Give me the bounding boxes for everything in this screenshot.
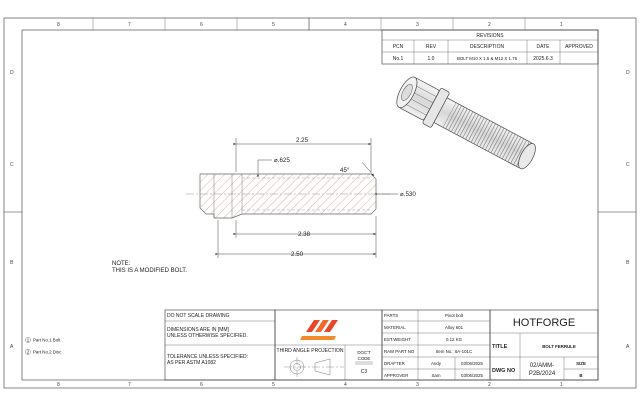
dimension-diameter-right: ⌀.530 [400, 191, 416, 198]
zone-col-label: 1 [560, 22, 563, 28]
drawing-note [112, 261, 187, 274]
company-logo [300, 320, 338, 340]
zone-col-label: 5 [272, 382, 275, 388]
part-label: Part No.1 Bolt [33, 337, 61, 343]
dimension-length-total: 2.50 [290, 251, 304, 258]
field-label-weight: EST.WEIGHT [384, 337, 411, 342]
revision-pcn: No.1 [392, 56, 404, 62]
zone-markers-top [57, 18, 563, 30]
logo-stripe [300, 336, 336, 340]
revisions-header: DATE [536, 44, 550, 50]
zone-col-label: 8 [57, 382, 60, 388]
zone-row-label: D [626, 70, 630, 76]
drafter-label: DRAFTER [384, 361, 405, 366]
zone-row-label: B [10, 260, 14, 266]
revisions-header: PCN [392, 44, 404, 50]
drafter-date: 03/06/2025 [461, 361, 483, 366]
zone-col-label: 8 [57, 22, 60, 28]
units-note-2: UNLESS OTHERWISE SPECIFIED. [167, 333, 248, 339]
doc-code-label: DOC'T [357, 350, 371, 355]
part-number: 1 [26, 337, 30, 343]
revision-description: BOLT M10 X 1.5 & M12 X 1.75 [456, 56, 518, 61]
zone-row-label: B [626, 260, 630, 266]
part-number: 2 [26, 349, 30, 355]
revision-rev: 1.0 [427, 56, 435, 62]
zone-col-label: 7 [128, 22, 131, 28]
tolerance-note-1: TOLERANCE UNLESS SPECIFIED: [167, 354, 249, 360]
note-heading: NOTE: [112, 261, 131, 267]
zone-col-label: 4 [344, 22, 347, 28]
zone-row-label: C [10, 162, 14, 168]
approver-date: 03/06/2025 [461, 373, 483, 378]
dwg-number-label: DWG NO [492, 368, 516, 374]
third-angle-projection-icon [284, 357, 344, 377]
doc-code-value: C3 [360, 369, 368, 375]
revisions-header: DESCRIPTION [469, 44, 505, 50]
dimension-length-mid: 2.38 [297, 231, 311, 238]
dimension-diameter-small: ⌀.625 [274, 157, 290, 164]
field-label-parts: PARTS [384, 313, 399, 318]
revisions-header: APPROVED [565, 44, 593, 50]
bolt-section-view [186, 137, 416, 258]
dimension-length-top: 2.25 [295, 137, 309, 144]
doc-code-label: CODE [357, 356, 371, 361]
zone-col-label: 4 [344, 382, 347, 388]
tolerance-note-2: AS PER ASTM A1082 [167, 360, 216, 366]
bolt-3d-view [391, 71, 541, 176]
field-value-raw-part: Item No.: 6A-101C [435, 349, 473, 354]
zone-row-label: A [626, 344, 630, 350]
title-value: BOLT FERRULE [542, 344, 576, 349]
size-label: SIZE [576, 361, 586, 366]
zone-markers-bottom [57, 382, 563, 388]
revisions-header: REV [425, 44, 437, 50]
note-text: THIS IS A MODIFIED BOLT. [112, 268, 187, 274]
dwg-number-value: P2B/2024 [528, 371, 556, 377]
dimension-chamfer: 45° [340, 167, 350, 174]
field-value-weight: 0.12 KG [445, 337, 463, 342]
zone-col-label: 6 [200, 382, 203, 388]
approver-label: APPROVER [384, 373, 409, 378]
do-not-scale-note: DO NOT SCALE DRAWING [167, 313, 230, 319]
size-value: B [579, 373, 583, 378]
zone-col-label: 2 [488, 22, 491, 28]
revisions-table [382, 30, 598, 64]
part-label: Part No.2 Disc [33, 349, 62, 355]
revision-date: 2025.6.3 [533, 56, 553, 62]
zone-col-label: 2 [488, 382, 491, 388]
approver-name: Sam [431, 373, 441, 378]
zone-col-label: 1 [560, 382, 563, 388]
zone-row-label: A [10, 344, 14, 350]
field-label-raw-part: RAW PART NO [384, 349, 415, 354]
zone-col-label: 6 [200, 22, 203, 28]
revisions-title: REVISIONS [476, 33, 504, 39]
title-label: TITLE [492, 344, 508, 350]
field-value-parts: Pivot bolt [444, 313, 464, 318]
zone-col-label: 3 [416, 382, 419, 388]
title-block [165, 310, 598, 380]
dwg-number-value: 02/AMM- [529, 363, 555, 369]
zone-row-label: C [626, 162, 630, 168]
zone-row-label: D [10, 70, 14, 76]
zone-col-label: 3 [416, 22, 419, 28]
units-note-1: DIMENSIONS ARE IN [MM] [167, 327, 229, 333]
drafter-name: Andy [430, 361, 442, 366]
field-label-material: MATERIAL [384, 325, 406, 330]
projection-label: THIRD ANGLE PROJECTION [276, 348, 344, 354]
company-name: HOTFORGE [512, 317, 576, 329]
zone-col-label: 7 [128, 382, 131, 388]
parts-list [25, 337, 62, 354]
field-value-material: Alloy 601 [444, 325, 464, 330]
zone-col-label: 5 [272, 22, 275, 28]
